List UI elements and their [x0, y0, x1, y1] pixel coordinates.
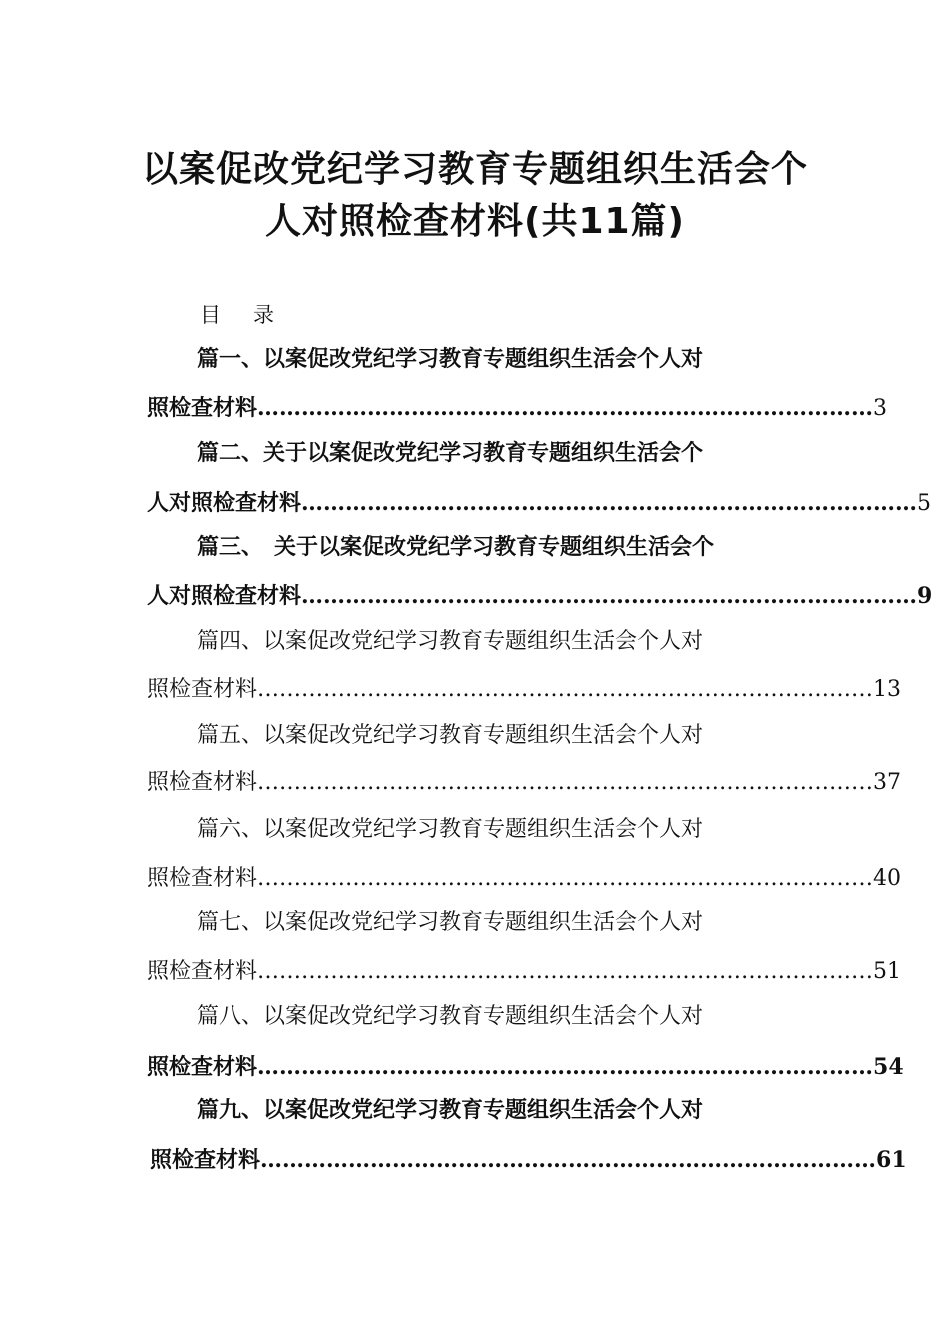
toc-entry-1-label: 照检查材料	[147, 396, 258, 421]
toc-entry-4-title[interactable]: 篇四、以案促改党纪学习教育专题组织生活会个人对	[197, 629, 704, 654]
toc-entry-3[interactable]	[147, 581, 933, 612]
toc-entry-1[interactable]	[147, 393, 888, 424]
toc-entry-2-label: 人对照检查材料	[147, 491, 302, 516]
toc-entry-4-label: 照检查材料	[147, 677, 258, 702]
toc-entry-4-leader: …………………………………………………………………………	[257, 677, 874, 702]
toc-entry-4-page: 13	[873, 677, 902, 702]
toc-entry-6-label: 照检查材料	[147, 866, 258, 891]
toc-entry-9-label: 照检查材料	[150, 1148, 261, 1173]
toc-entry-1-page: 3	[873, 396, 888, 421]
toc-entry-5[interactable]	[147, 768, 902, 798]
toc-entry-9-page: 61	[876, 1147, 907, 1173]
toc-entry-6-page: 40	[873, 866, 902, 891]
toc-entry-7-page: 51	[873, 959, 902, 984]
toc-entry-3-label: 人对照检查材料	[147, 584, 302, 609]
toc-entry-2-leader: …………………………………………………………………………	[301, 490, 918, 516]
toc-entry-1-leader: …………………………………………………………………………	[257, 395, 874, 421]
toc-entry-9[interactable]	[150, 1145, 907, 1176]
toc-entry-9-title[interactable]: 篇九、以案促改党纪学习教育专题组织生活会个人对	[197, 1098, 704, 1123]
toc-entry-2-page: 5	[917, 491, 932, 516]
toc-entry-6-title[interactable]: 篇六、以案促改党纪学习教育专题组织生活会个人对	[197, 817, 704, 842]
toc-entry-8-leader: …………………………………………………………………………	[257, 1054, 874, 1080]
toc-entry-7[interactable]	[147, 957, 902, 987]
toc-entry-3-leader: …………………………………………………………………………	[301, 583, 918, 609]
toc-entry-2-title[interactable]: 篇二、关于以案促改党纪学习教育专题组织生活会个	[197, 441, 704, 466]
toc-entry-3-title[interactable]: 篇三、 关于以案促改党纪学习教育专题组织生活会个	[197, 535, 715, 560]
document-title-line-1: 以案促改党纪学习教育专题组织生活会个	[141, 149, 808, 190]
toc-entry-7-title[interactable]: 篇七、以案促改党纪学习教育专题组织生活会个人对	[197, 910, 704, 935]
toc-entry-5-label: 照检查材料	[147, 770, 258, 795]
toc-entry-8-label: 照检查材料	[147, 1055, 258, 1080]
toc-entry-4[interactable]	[147, 675, 902, 705]
toc-entry-8-title[interactable]: 篇八、以案促改党纪学习教育专题组织生活会个人对	[197, 1004, 704, 1029]
toc-entry-1-title[interactable]: 篇一、以案促改党纪学习教育专题组织生活会个人对	[197, 347, 704, 372]
toc-entry-7-leader: …………………………………………………………………………	[257, 959, 874, 984]
toc-heading: 目录	[200, 303, 306, 327]
toc-entry-9-leader: …………………………………………………………………………	[260, 1147, 877, 1173]
toc-entry-8[interactable]	[147, 1052, 904, 1083]
toc-entry-2[interactable]	[147, 488, 932, 519]
document-title-line-2: 人对照检查材料(共11篇)	[264, 201, 685, 242]
toc-entry-3-page: 9	[917, 583, 933, 609]
toc-entry-5-leader: …………………………………………………………………………	[257, 770, 874, 795]
toc-entry-5-page: 37	[873, 770, 902, 795]
toc-entry-5-title[interactable]: 篇五、以案促改党纪学习教育专题组织生活会个人对	[197, 723, 704, 748]
toc-entry-8-page: 54	[873, 1054, 904, 1080]
toc-entry-7-label: 照检查材料	[147, 959, 258, 984]
toc-entry-6-leader: …………………………………………………………………………	[257, 866, 874, 891]
toc-entry-6[interactable]	[147, 864, 902, 894]
